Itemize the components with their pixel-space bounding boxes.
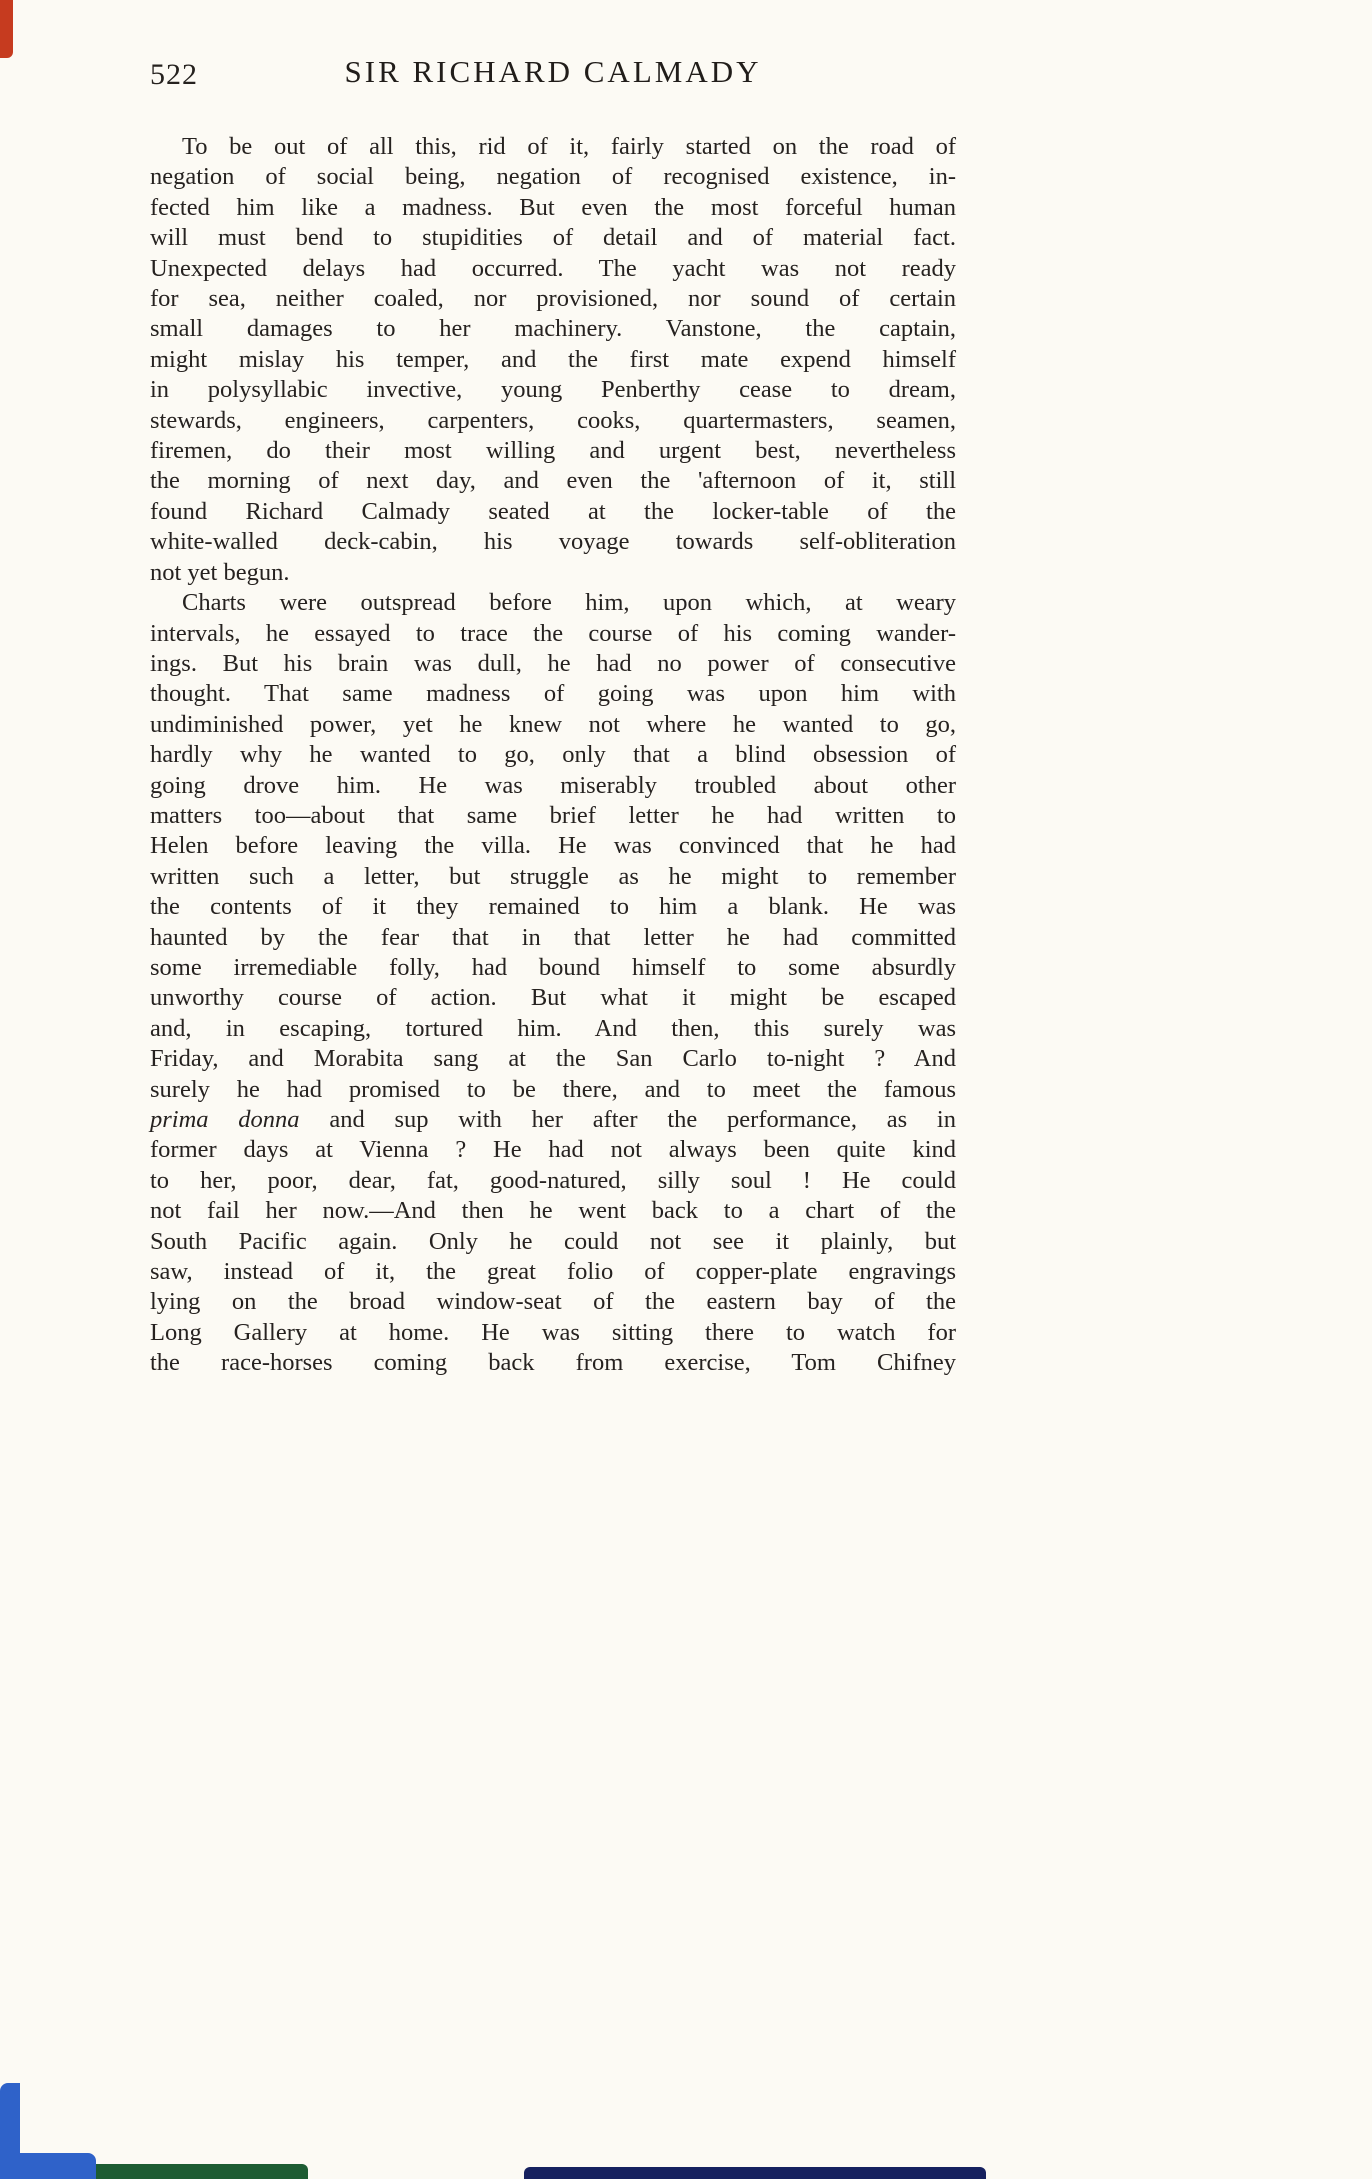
text-line: Friday, and Morabita sang at the San Carlo to-night ? And	[150, 1045, 956, 1073]
text-line: surely he had promised to be there, and to meet the famous	[150, 1075, 956, 1103]
text-line: negation of social being, negation of recognised existence, in-	[150, 163, 956, 191]
page-number: 522	[150, 58, 198, 91]
text-line: might mislay his temper, and the first mate expend himself	[150, 345, 956, 373]
text-line: for sea, neither coaled, nor provisioned, nor sound of certain	[150, 285, 956, 313]
text-line: will must bend to stupidities of detail and of material fact.	[150, 224, 956, 252]
text-line: unworthy course of action. But what it might be escaped	[150, 984, 956, 1012]
text-line: the race-horses coming back from exercise, Tom Chifney	[150, 1349, 956, 1377]
text-line: some irremediable folly, had bound himself to some absurdly	[150, 953, 956, 981]
page-header-row	[150, 52, 956, 96]
text-line: small damages to her machinery. Vanstone, the captain,	[150, 315, 956, 343]
text-line: stewards, engineers, carpenters, cooks, quartermasters, seamen,	[150, 406, 956, 434]
text-line: in polysyllabic invective, young Penberthy cease to dream,	[150, 376, 956, 404]
text-line: intervals, he essayed to trace the course of his coming wander-	[150, 619, 956, 647]
text-line: white-walled deck-cabin, his voyage towards self-obliteration	[150, 528, 956, 556]
text-line: fected him like a madness. But even the most forceful human	[150, 193, 956, 221]
scan-artifact-top-left	[0, 0, 13, 58]
text-line: and, in escaping, tortured him. And then, this surely was	[150, 1014, 956, 1042]
scan-artifact-bottom-navy	[524, 2167, 986, 2179]
text-line: former days at Vienna ? He had not always been quite kind	[150, 1136, 956, 1164]
text-line: not fail her now.—And then he went back to a chart of the	[150, 1197, 956, 1225]
italic-phrase: prima donna	[150, 1106, 300, 1133]
text-line-with-italic	[150, 1105, 956, 1135]
scan-artifact-bottom-blue	[18, 2153, 96, 2179]
text-line: undiminished power, yet he knew not where he wanted to go,	[150, 710, 956, 738]
text-line: not yet begun.	[150, 558, 290, 586]
text-line: South Pacific again. Only he could not see it plainly, but	[150, 1227, 956, 1255]
text-line: Long Gallery at home. He was sitting there to watch for	[150, 1318, 956, 1346]
text-line: matters too—about that same brief letter he had written to	[150, 801, 956, 829]
body-text	[150, 132, 956, 1379]
text-line: Unexpected delays had occurred. The yacht was not ready	[150, 254, 956, 282]
text-line: hardly why he wanted to go, only that a blind obsession of	[150, 741, 956, 769]
text-line: Charts were outspread before him, upon which, at weary	[182, 589, 956, 617]
text-line: saw, instead of it, the great folio of copper-plate engravings	[150, 1258, 956, 1286]
text-line-rest: and sup with her after the performance, as in	[299, 1106, 956, 1133]
text-line: To be out of all this, rid of it, fairly started on the road of	[182, 133, 956, 160]
text-line: the contents of it they remained to him a blank. He was	[150, 893, 956, 921]
text-line: ings. But his brain was dull, he had no power of consecutive	[150, 649, 956, 677]
text-line: to her, poor, dear, fat, good-natured, silly soul ! He could	[150, 1166, 956, 1194]
text-line: Helen before leaving the villa. He was convinced that he had	[150, 832, 956, 860]
scan-artifact-left-edge	[0, 2083, 20, 2179]
text-line: written such a letter, but struggle as he might to remember	[150, 862, 956, 890]
text-line: firemen, do their most willing and urgent best, nevertheless	[150, 437, 956, 465]
text-line: going drove him. He was miserably troubled about other	[150, 771, 956, 799]
text-line: lying on the broad window-seat of the eastern bay of the	[150, 1288, 956, 1316]
text-line: haunted by the fear that in that letter he had committed	[150, 923, 956, 951]
scan-artifact-bottom-green	[96, 2164, 308, 2179]
running-title: SIR RICHARD CALMADY	[344, 54, 762, 89]
text-line: found Richard Calmady seated at the locker-table of the	[150, 497, 956, 525]
text-line: the morning of next day, and even the 'afternoon of it, still	[150, 467, 956, 495]
text-line: thought. That same madness of going was upon him with	[150, 680, 956, 708]
